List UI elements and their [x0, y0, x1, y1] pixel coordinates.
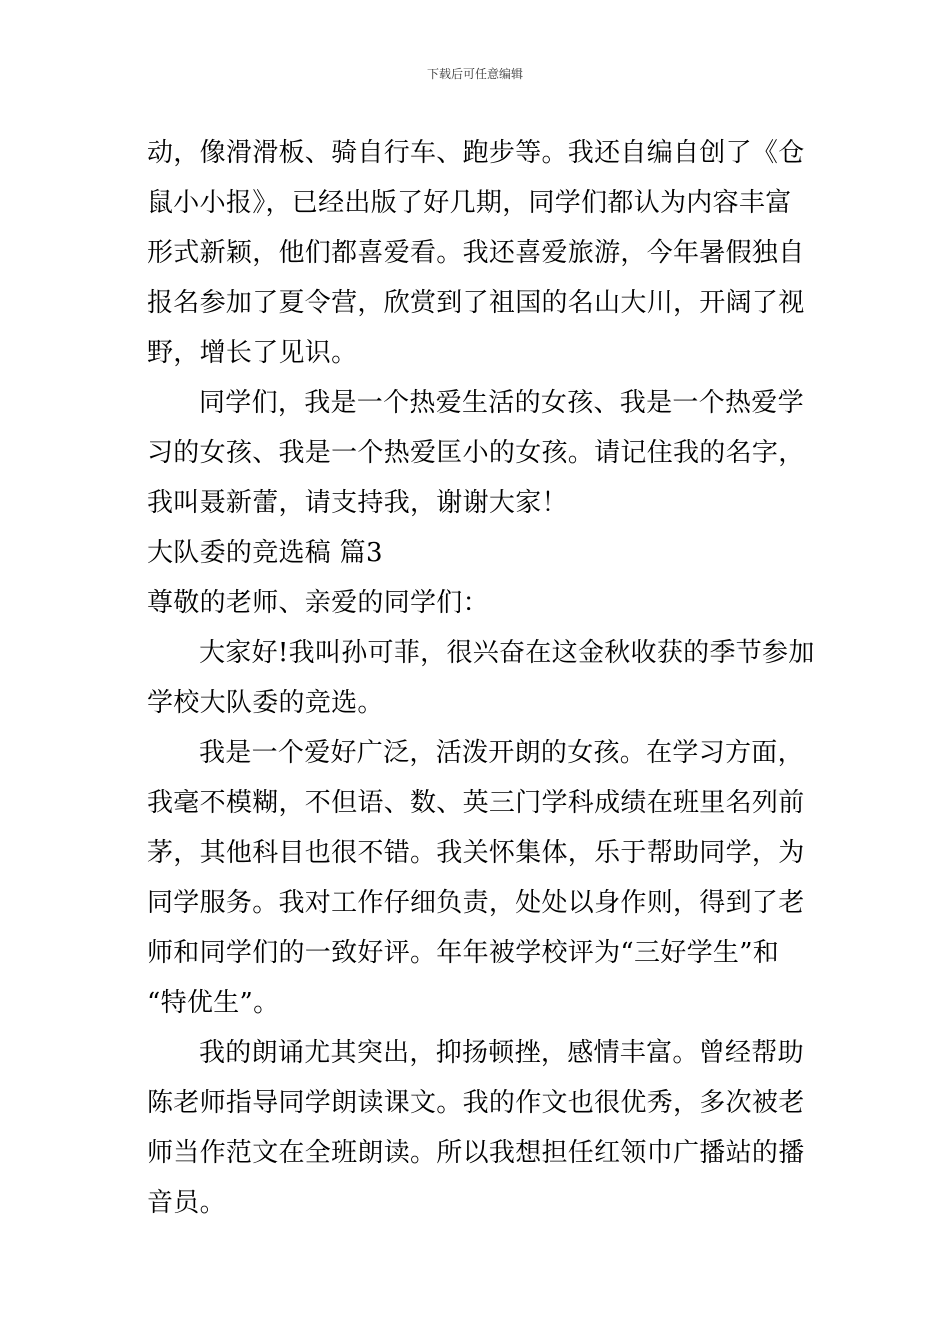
paragraph-first-line: 我是一个爱好广泛，活泼开朗的女孩。在学习方面， — [199, 738, 804, 768]
text-line: 鼠小小报》，已经出版了好几期，同学们都认为内容丰富 — [147, 188, 792, 218]
text-line: 习的女孩、我是一个热爱匡小的女孩。请记住我的名字， — [147, 438, 805, 468]
paragraph-first-line: 我的朗诵尤其突出，抑扬顿挫，感情丰富。曾经帮助 — [199, 1038, 804, 1068]
text-line: 学校大队委的竞选。 — [147, 688, 384, 718]
text-line: 同学服务。我对工作仔细负责，处处以身作则，得到了老 — [147, 888, 805, 918]
text-line: 师和同学们的一致好评。年年被学校评为“三好学生”和 — [147, 938, 780, 968]
text-line: 我毫不模糊，不但语、数、英三门学科成绩在班里名列前 — [147, 788, 805, 818]
text-line: 动，像滑滑板、骑自行车、跑步等。我还自编自创了《仓 — [147, 138, 805, 168]
document-body — [147, 128, 815, 1228]
text-line: 陈老师指导同学朗读课文。我的作文也很优秀，多次被老 — [147, 1088, 805, 1118]
paragraph-first-line: 大家好!我叫孙可菲，很兴奋在这金秋收获的季节参加 — [199, 638, 815, 668]
page-header: 下载后可任意编辑 — [426, 67, 523, 81]
text-line: “特优生”。 — [147, 988, 280, 1018]
text-line: 师当作范文在全班朗读。所以我想担任红领巾广播站的播 — [147, 1138, 805, 1168]
text-line: 报名参加了夏令营，欣赏到了祖国的名山大川，开阔了视 — [147, 288, 805, 318]
text-line: 形式新颖，他们都喜爱看。我还喜爱旅游，今年暑假独自 — [147, 238, 805, 268]
text-line: 音员。 — [147, 1188, 226, 1218]
section-heading: 大队委的竞选稿 篇3 — [147, 538, 383, 568]
salutation: 尊敬的老师、亲爱的同学们： — [147, 588, 489, 618]
text-line: 我叫聂新蕾，请支持我，谢谢大家！ — [147, 488, 568, 518]
text-line: 茅，其他科目也很不错。我关怀集体，乐于帮助同学，为 — [147, 838, 805, 868]
text-line: 野，增长了见识。 — [147, 338, 358, 368]
paragraph-first-line: 同学们，我是一个热爱生活的女孩、我是一个热爱学 — [199, 388, 804, 418]
